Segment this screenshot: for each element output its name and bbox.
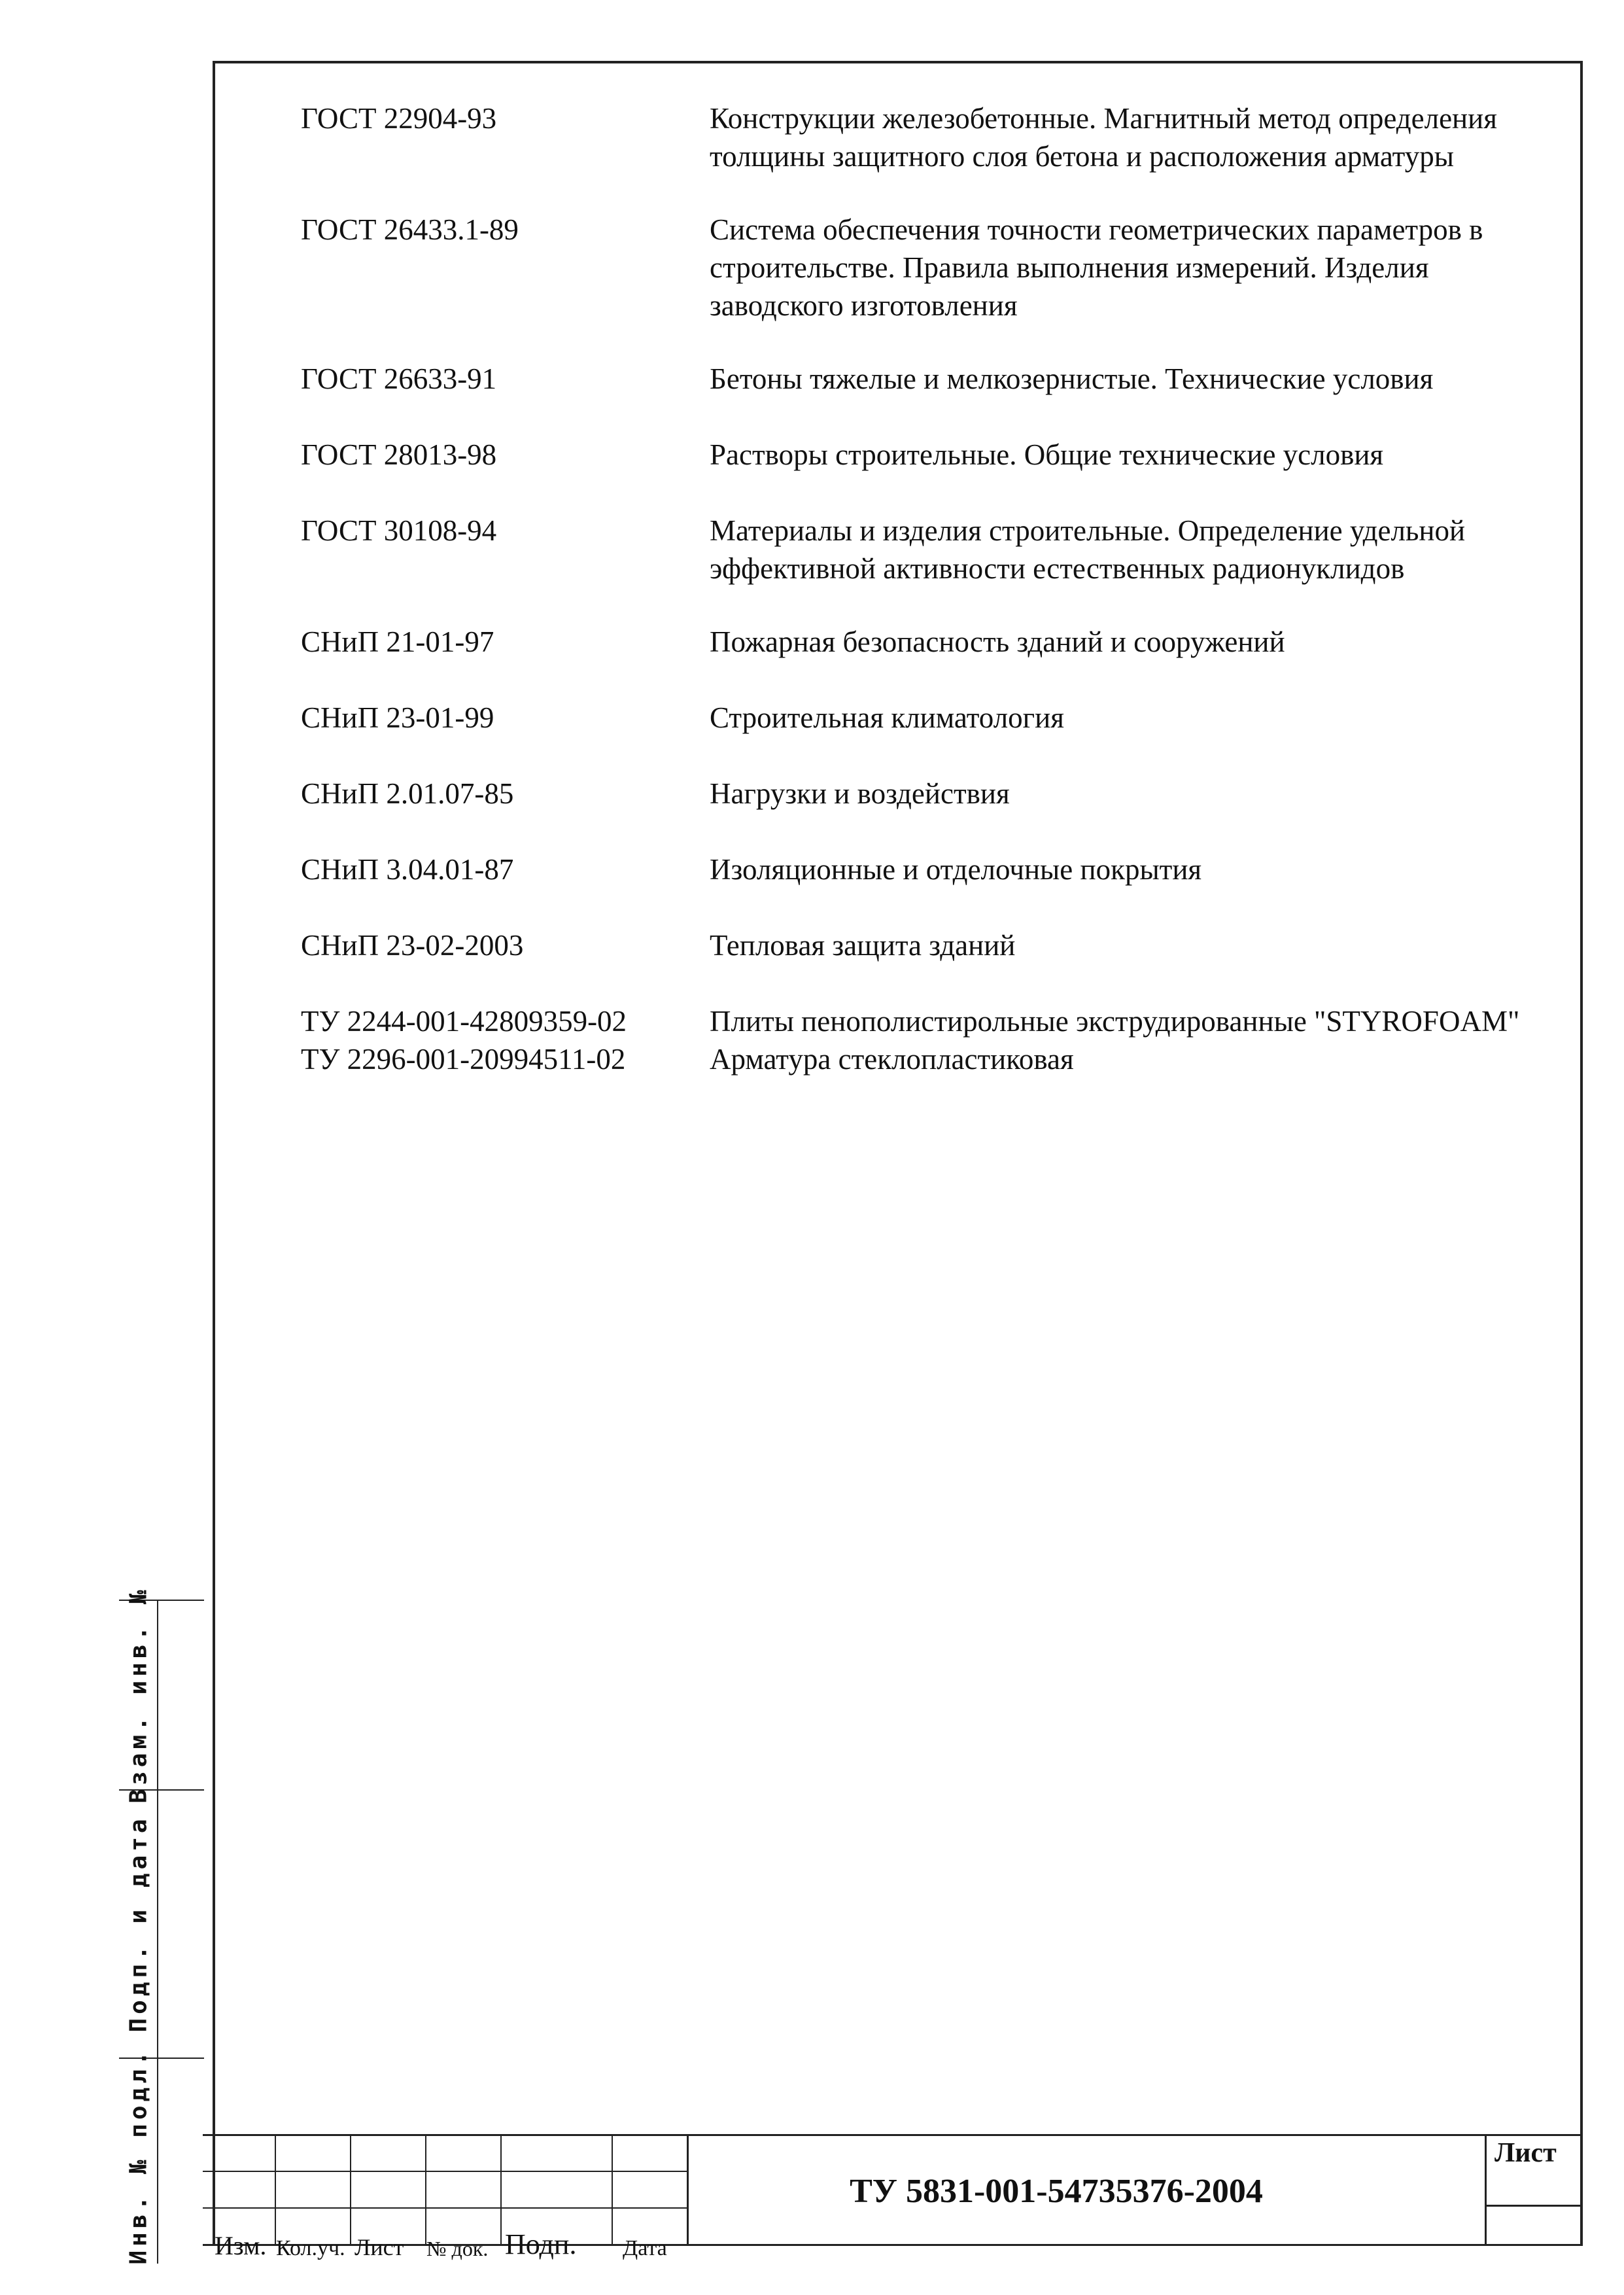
- reference-list: [301, 99, 1557, 1078]
- side-stamp-inv-orig-text: Инв. № подл.: [125, 2046, 152, 2265]
- side-stamp-replace-inv-text: Взам. инв. №: [125, 1585, 152, 1804]
- reference-row: [301, 850, 1557, 888]
- reference-row: [301, 436, 1557, 474]
- reference-title: Бетоны тяжелые и мелкозернистые. Технические условия: [710, 362, 1434, 395]
- reference-row: [301, 1002, 1557, 1040]
- reference-title: Растворы строительные. Общие технические условия: [710, 438, 1384, 471]
- document-code: ТУ 5831-001-54735376-2004: [850, 2173, 1263, 2210]
- reference-code: ГОСТ 30108-94: [301, 514, 497, 547]
- reference-code: СНиП 23-01-99: [301, 701, 494, 734]
- side-stamp-replace-inv: [112, 1585, 165, 1804]
- title-block-col-line: [350, 2134, 351, 2245]
- title-block-col-izm: Изм.: [215, 2231, 267, 2260]
- reference-code: ТУ 2296-001-20994511-02: [301, 1043, 626, 1076]
- side-stamp-inv-orig: [112, 2046, 165, 2265]
- reference-code: ГОСТ 26433.1-89: [301, 213, 519, 246]
- title-block-col-line: [1485, 2134, 1487, 2245]
- reference-title: Плиты пенополистирольные экструдированные "STYROFOAM": [710, 1005, 1520, 1038]
- reference-title: Нагрузки и воздействия: [710, 777, 1010, 810]
- reference-title: Материалы и изделия строительные. Определение удельной эффективной активности естественных радионуклидов: [710, 514, 1466, 585]
- sheet-label: Лист: [1494, 2138, 1557, 2168]
- reference-code: СНиП 21-01-97: [301, 625, 494, 658]
- reference-row: [301, 211, 1557, 324]
- side-stamp-sign-date: [112, 1789, 165, 2058]
- reference-row: [301, 623, 1557, 661]
- reference-row: [301, 99, 1557, 175]
- reference-row: [301, 360, 1557, 398]
- title-block-col-line: [425, 2134, 426, 2245]
- title-block-col-koluch: Кол.уч.: [276, 2236, 345, 2260]
- reference-row: [301, 775, 1557, 813]
- title-block-col-podp: Подп.: [505, 2228, 577, 2260]
- reference-row: [301, 699, 1557, 737]
- reference-code: СНиП 2.01.07-85: [301, 777, 514, 810]
- title-block-col-ndok: № док.: [426, 2237, 489, 2260]
- title-block-col-line: [275, 2134, 276, 2245]
- reference-title: Система обеспечения точности геометрических параметров в строительстве. Правила выполнения измерений. Изделия заводского изготовления: [710, 213, 1483, 322]
- title-block-sheet-line: [1485, 2205, 1583, 2207]
- reference-title: Тепловая защита зданий: [710, 929, 1016, 962]
- reference-code: ТУ 2244-001-42809359-02: [301, 1005, 627, 1038]
- side-stamp-sign-date-text: Подп. и дата: [125, 1814, 152, 2033]
- title-block-col-list: Лист: [354, 2234, 404, 2260]
- title-block-col-line: [500, 2134, 502, 2245]
- reference-title: Строительная климатология: [710, 701, 1064, 734]
- reference-code: СНиП 3.04.01-87: [301, 853, 514, 886]
- title-block-top-line: [203, 2134, 1583, 2136]
- reference-title: Пожарная безопасность зданий и сооружений: [710, 625, 1285, 658]
- reference-row: [301, 1040, 1557, 1078]
- reference-title: Конструкции железобетонные. Магнитный метод определения толщины защитного слоя бетона и расположения арматуры: [710, 102, 1497, 173]
- reference-row: [301, 512, 1557, 587]
- reference-code: СНиП 23-02-2003: [301, 929, 524, 962]
- reference-code: ГОСТ 22904-93: [301, 102, 497, 135]
- side-stamp: [119, 1585, 204, 2265]
- reference-code: ГОСТ 26633-91: [301, 362, 497, 395]
- reference-code: ГОСТ 28013-98: [301, 438, 497, 471]
- title-block: [203, 2134, 1583, 2260]
- title-block-col-line: [612, 2134, 613, 2245]
- title-block-bottom-line: [203, 2244, 1583, 2246]
- reference-title: Изоляционные и отделочные покрытия: [710, 853, 1202, 886]
- title-block-col-data: Дата: [623, 2236, 667, 2260]
- reference-row: [301, 926, 1557, 964]
- reference-title: Арматура стеклопластиковая: [710, 1043, 1074, 1076]
